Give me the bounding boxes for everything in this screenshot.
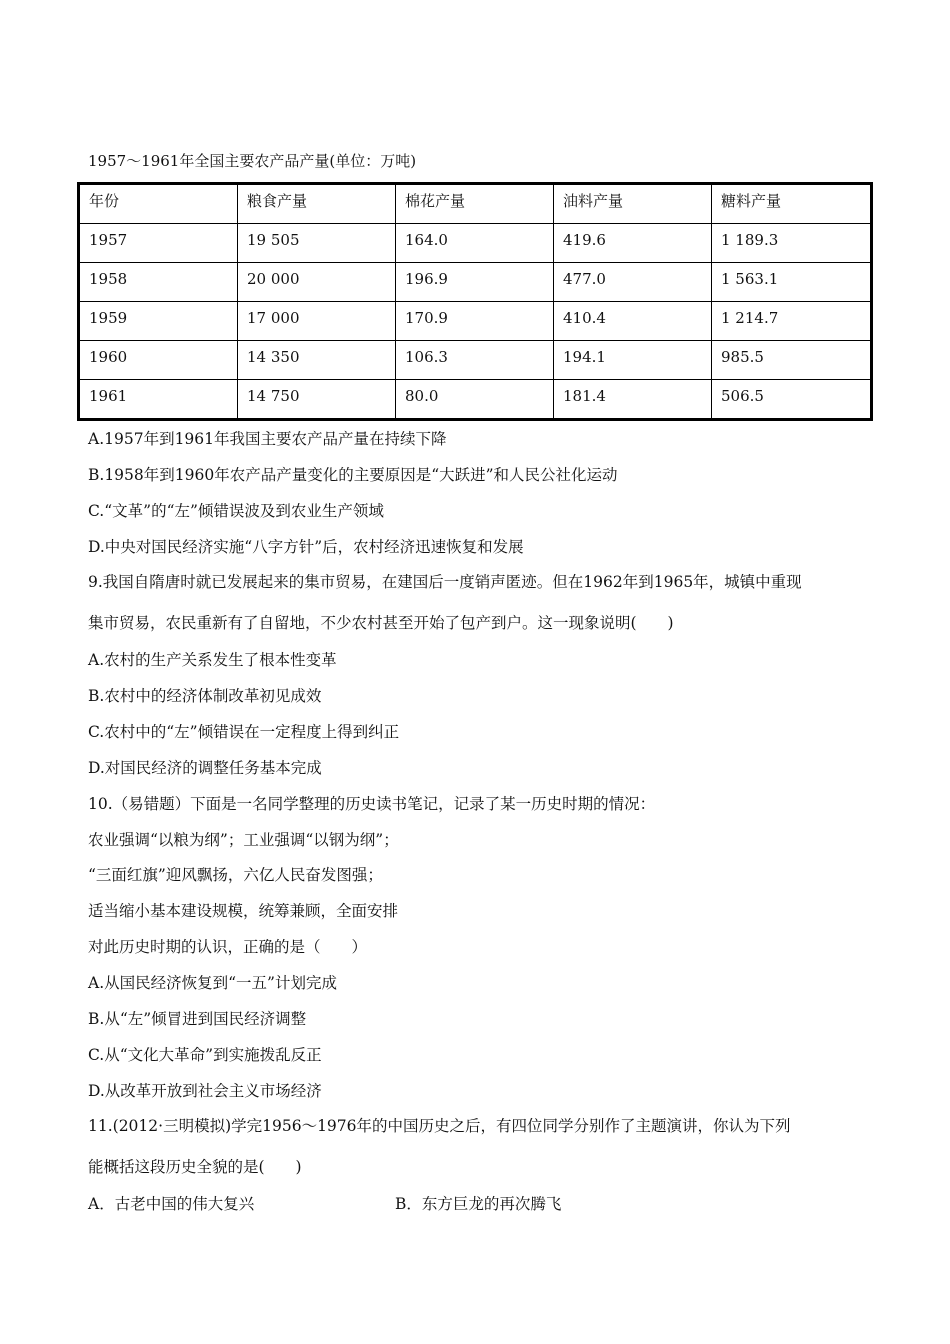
table-cell: 80.0 — [396, 380, 554, 420]
q11-stem-line1: 11.(2012·三明模拟)学完1956～1976年的中国历史之后，有四位同学分别作了主题演讲，你认为下列 — [88, 1117, 791, 1135]
q10-option-d: D.从改革开放到社会主义市场经济 — [88, 1082, 322, 1100]
table-cell: 181.4 — [554, 380, 712, 420]
q9-stem-line1: 9.我国自隋唐时就已发展起来的集市贸易，在建国后一度销声匿迹。但在1962年到1965年，城镇中重现 — [88, 573, 802, 591]
q10-option-c: C.从“文化大革命”到实施拨乱反正 — [88, 1046, 322, 1064]
q8-option-d: D.中央对国民经济实施“八字方针”后，农村经济迅速恢复和发展 — [88, 538, 524, 556]
table-cell: 1 189.3 — [712, 224, 872, 263]
q8-option-b: B.1958年到1960年农产品产量变化的主要原因是“大跃进”和人民公社化运动 — [88, 466, 618, 484]
table-row — [79, 341, 872, 380]
table-cell: 1958 — [79, 263, 238, 302]
q8-option-a: A.1957年到1961年我国主要农产品产量在持续下降 — [88, 430, 447, 448]
table-cell: 1959 — [79, 302, 238, 341]
q10-option-b: B.从“左”倾冒进到国民经济调整 — [88, 1010, 307, 1028]
table-cell: 477.0 — [554, 263, 712, 302]
header-cell: 油料产量 — [554, 184, 712, 224]
production-table — [77, 182, 873, 421]
q9-option-d: D.对国民经济的调整任务基本完成 — [88, 759, 322, 777]
table-cell: 1961 — [79, 380, 238, 420]
q10-note-2: “三面红旗”迎风飘扬，六亿人民奋发图强； — [88, 866, 383, 884]
q9-option-a: A.农村的生产关系发生了根本性变革 — [88, 651, 337, 669]
table-cell: 106.3 — [396, 341, 554, 380]
q11-stem-line2: 能概括这段历史全貌的是( ) — [88, 1158, 302, 1176]
table-row — [79, 263, 872, 302]
header-cell: 粮食产量 — [238, 184, 396, 224]
q10-note-3: 适当缩小基本建设规模，统筹兼顾，全面安排 — [88, 902, 399, 920]
q9-option-c: C.农村中的“左”倾错误在一定程度上得到纠正 — [88, 723, 400, 741]
q10-option-a: A.从国民经济恢复到“一五”计划完成 — [88, 974, 337, 992]
q10-question: 对此历史时期的认识，正确的是（ ） — [88, 938, 368, 956]
q9-option-b: B.农村中的经济体制改革初见成效 — [88, 687, 322, 705]
table-cell: 170.9 — [396, 302, 554, 341]
table-cell: 164.0 — [396, 224, 554, 263]
q9-stem-line2: 集市贸易，农民重新有了自留地，不少农村甚至开始了包产到户。这一现象说明( ) — [88, 614, 674, 632]
table-cell: 194.1 — [554, 341, 712, 380]
table-cell: 419.6 — [554, 224, 712, 263]
table-cell: 1960 — [79, 341, 238, 380]
table-row — [79, 380, 872, 420]
header-cell: 棉花产量 — [396, 184, 554, 224]
header-cell: 年份 — [79, 184, 238, 224]
table-cell: 14 750 — [238, 380, 396, 420]
table-cell: 20 000 — [238, 263, 396, 302]
q10-stem: 10.（易错题）下面是一名同学整理的历史读书笔记，记录了某一历史时期的情况： — [88, 795, 656, 813]
q11-option-a: A．古老中国的伟大复兴 — [88, 1195, 255, 1213]
header-cell: 糖料产量 — [712, 184, 872, 224]
q10-note-1: 农业强调“以粮为纲”；工业强调“以钢为纲”； — [88, 831, 399, 849]
q11-option-b: B．东方巨龙的再次腾飞 — [395, 1195, 562, 1213]
table-cell: 17 000 — [238, 302, 396, 341]
table-cell: 19 505 — [238, 224, 396, 263]
table-cell: 196.9 — [396, 263, 554, 302]
table-row — [79, 224, 872, 263]
table-row — [79, 302, 872, 341]
table-cell: 1 214.7 — [712, 302, 872, 341]
table-cell: 14 350 — [238, 341, 396, 380]
table-cell: 985.5 — [712, 341, 872, 380]
table-cell: 1957 — [79, 224, 238, 263]
table-cell: 506.5 — [712, 380, 872, 420]
table-cell: 1 563.1 — [712, 263, 872, 302]
table-cell: 410.4 — [554, 302, 712, 341]
table-header-row — [79, 184, 872, 224]
q8-option-c: C.“文革”的“左”倾错误波及到农业生产领域 — [88, 502, 384, 520]
table-caption: 1957～1961年全国主要农产品产量(单位：万吨) — [88, 152, 417, 170]
